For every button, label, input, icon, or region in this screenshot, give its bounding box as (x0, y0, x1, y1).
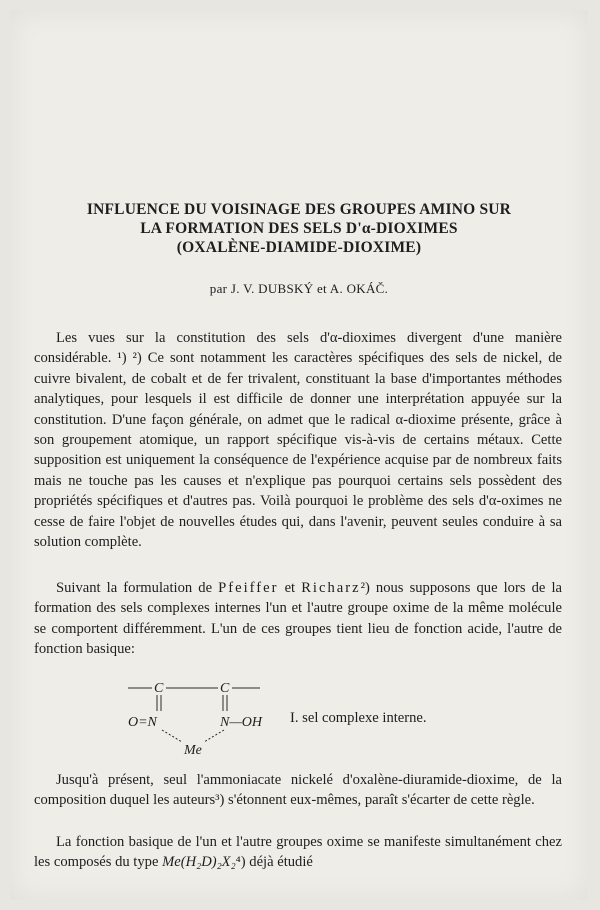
author-name-pfeiffer: Pfeiffer (218, 580, 279, 596)
title-line-1: INFLUENCE DU VOISINAGE DES GROUPES AMINO SUR (86, 201, 512, 218)
document-page (10, 10, 588, 900)
formula-caption: I. sel complexe interne. (290, 710, 427, 726)
author-name-richarz: Richarz (301, 580, 361, 596)
formula-metal: Me (184, 743, 202, 758)
paragraph-2-intro: Suivant la formulation de (56, 580, 213, 596)
paragraph-2-text (34, 578, 562, 660)
formula-carbon-2: C (220, 681, 230, 696)
paragraph-1 (34, 328, 562, 552)
paragraph-1-text: Les vues sur la constitution des sels d'α-dioximes divergent d'une manière considérable. ¹) ²) Ce sont notamment les caractères spécifiques des sels de nickel, de cuivre bivalent, de cobalt et de fer trivalent, constituant la base d'importantes méthodes analytiques, pour lesquels il est difficile de donner une interprétation appuyée sur la constitution. D'une façon générale, on admet que le radical α-dioxime présente, grâce à son groupement atomique, un rapport spécifique vis-à-vis de certains métaux. Cette supposition est uniquement la conséquence de l'expérience acquise par de nombreux faits mais ne touche pas les causes et n'explique pas pourquoi certains sels possèdent des propriétés spécifiques et d'autres pas. Voilà pourquoi le problème des sels d'α-oximes ne cesse de faire l'objet de nouvelles études qui, dans l'avenir, peuvent seules conduire à sa solution complète. (34, 330, 562, 551)
paragraph-2-rest: ²) nous supposons que lors de la formation des sels complexes internes l'un et l'autre groupe oxime de la même molécule se comportent différemment. L'un de ces groupes tient lieu de fonction acide, l'autre de fonction basique: (34, 580, 562, 658)
paragraph-3 (34, 770, 562, 811)
compound-type-formula: Me(H₂D)₂X₂ (162, 854, 236, 871)
paragraph-2-conjunction: et (284, 580, 296, 596)
paragraph-4-intro: La fonction basique de l'un et l'autre groupes oxime se manifeste simultanément chez les composés du type (34, 834, 562, 871)
title-line-3: (OXALÈNE-DIAMIDE-DIOXIME) (176, 239, 422, 256)
paragraph-3-text: Jusqu'à présent, seul l'ammoniacate nickelé d'oxalène-diuramide-dioxime, de la composition duquel les auteurs³) s'étonnent eux-mêmes, paraît s'écarter de cette règle. (34, 772, 562, 809)
title-line-2: LA FORMATION DES SELS D'α-DIOXIMES (140, 220, 458, 237)
paragraph-4-rest: ⁴) déjà étudié (235, 854, 313, 871)
paragraph-4-text (34, 832, 562, 873)
structural-formula (114, 674, 454, 760)
formula-oxime-hydroxyl: N—OH (220, 715, 263, 730)
paragraph-2 (34, 578, 562, 660)
paragraph-4 (34, 832, 562, 873)
paper-title (10, 200, 588, 257)
formula-oxime-anion: O=N (128, 715, 157, 730)
author-line: par J. V. DUBSKÝ et A. OKÁČ. (209, 281, 389, 296)
formula-carbon-1: C (154, 681, 164, 696)
